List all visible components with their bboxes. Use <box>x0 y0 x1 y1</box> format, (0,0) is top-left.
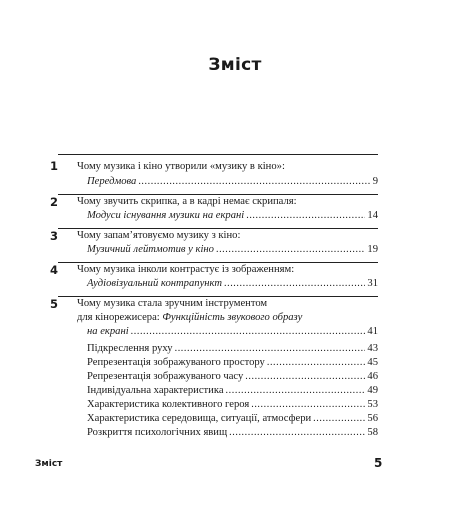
dot-leader <box>246 209 365 222</box>
chapter-entry-2[interactable] <box>87 209 378 222</box>
section-entry[interactable] <box>87 370 378 383</box>
chapter-title-line-2 <box>77 311 378 324</box>
page-ref: 9 <box>372 176 378 187</box>
page-ref: 53 <box>367 399 378 410</box>
section-label: Індивідуальна характеристика <box>87 385 224 396</box>
chapter-title: Чому музика і кіно утворили «музику в кіно»: <box>77 161 285 172</box>
section-label: Характеристика середовища, ситуації, атмосфери <box>87 413 312 424</box>
section-entry[interactable] <box>87 412 378 425</box>
section-entry[interactable] <box>87 398 378 411</box>
dot-leader <box>251 398 365 411</box>
dot-leader <box>131 325 366 338</box>
page-ref: 45 <box>367 357 378 368</box>
section-label: Підкреслення руху <box>87 343 173 354</box>
dot-leader <box>224 277 365 290</box>
chapter-subtitle: Модуси існування музики на екрані <box>87 210 245 221</box>
chapter-number: 4 <box>50 263 59 277</box>
chapter-subtitle: Музичний лейтмотив у кіно <box>87 244 214 255</box>
dot-leader <box>216 243 365 256</box>
chapter-subtitle-start: Функційність звукового образу <box>162 312 303 323</box>
section-label: Репрезентація зображуваного простору <box>87 357 265 368</box>
chapter-subtitle: на екрані <box>87 326 129 337</box>
chapter-number: 3 <box>50 229 59 243</box>
chapter-title: Чому запам’ятовуємо музику з кіно: <box>77 230 241 241</box>
chapter-number: 2 <box>50 195 59 209</box>
page-title: Зміст <box>208 55 262 75</box>
chapter-number: 5 <box>50 297 59 311</box>
dot-leader <box>267 356 366 369</box>
chapter-title: Чому звучить скрипка, а в кадрі немає скрипаля: <box>77 196 297 207</box>
dot-leader <box>229 426 365 439</box>
page-ref: 14 <box>367 210 378 221</box>
dot-leader <box>313 412 365 425</box>
page-ref: 46 <box>367 371 378 382</box>
chapter-entry-4[interactable] <box>87 277 378 290</box>
chapter-number: 1 <box>50 159 59 173</box>
section-label: Розкриття психологічних явищ <box>87 427 228 438</box>
chapter-title: Чому музика інколи контрастує із зображенням: <box>77 264 295 275</box>
section-entry[interactable] <box>87 356 378 369</box>
section-label: Репрезентація зображуваного часу <box>87 371 244 382</box>
chapter-entry-3[interactable] <box>87 243 378 256</box>
page-ref: 49 <box>367 385 378 396</box>
dot-leader <box>175 342 366 355</box>
dot-leader <box>245 370 365 383</box>
chapter-subtitle: Передмова <box>87 176 137 187</box>
section-entry[interactable] <box>87 342 378 355</box>
section-label: Характеристика колективного героя <box>87 399 250 410</box>
dot-leader <box>226 384 366 397</box>
chapter-entry-1[interactable] <box>87 175 378 188</box>
chapter-title: Чому музика стала зручним інструментом <box>77 298 268 309</box>
dot-leader <box>138 175 370 188</box>
page-ref: 31 <box>367 278 378 289</box>
page-number: 5 <box>374 456 383 470</box>
chapter-entry-5[interactable] <box>87 325 378 338</box>
page-ref: 43 <box>367 343 378 354</box>
section-entry[interactable] <box>87 426 378 439</box>
page-ref: 41 <box>367 326 378 337</box>
chapter-title-plain: для кінорежисера: <box>77 312 163 323</box>
chapter-subtitle: Аудіовізуальний контрапункт <box>87 278 222 289</box>
page-ref: 19 <box>367 244 378 255</box>
section-entry[interactable] <box>87 384 378 397</box>
chapter-divider <box>58 154 378 155</box>
page-ref: 58 <box>367 427 378 438</box>
page-ref: 56 <box>367 413 378 424</box>
running-footer-label: Зміст <box>35 459 63 469</box>
